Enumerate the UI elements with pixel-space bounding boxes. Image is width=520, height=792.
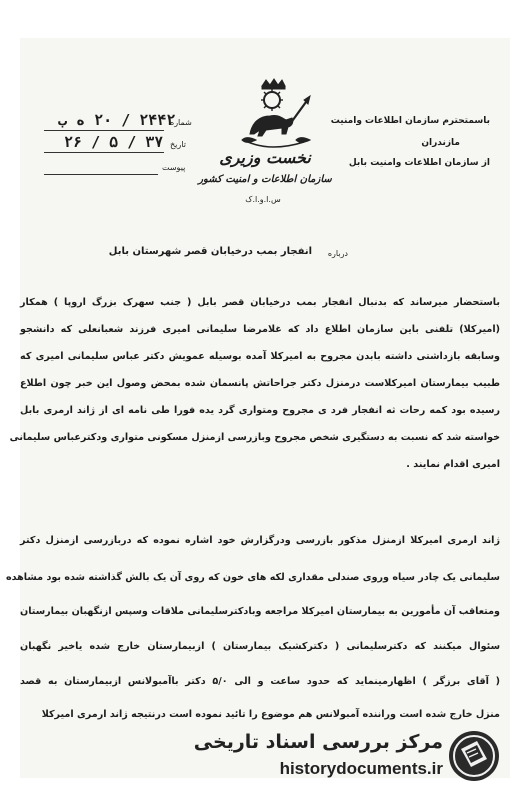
date-label: تاریخ <box>170 140 186 149</box>
body-line: ومتعاقب آن مأمورین به بیمارستان امیرکلا مراجعه وبادکترسلیمانی ملاقات وسپس ازنگهبان بیمارستان <box>20 606 500 617</box>
organization-code: س.ا.و.ا.ک <box>245 195 281 204</box>
body-line: ( آقای برزگر ) اظهارمینماید که حدود ساعت و الی ۵/۰ دکتر باآمبولانس ازبیمارستان به قصد <box>20 676 501 687</box>
archive-logo-icon <box>447 729 501 783</box>
watermark-title: مرکز بررسی اسناد تاریخی <box>193 731 443 753</box>
watermark-site: historydocuments.ir <box>279 759 443 778</box>
body-line: وسابقه بازداشتی داشته بابدن مجروح به امیرکلا آمده بوسیله عمویش دکتر عباس سلیمانی امیری که <box>20 351 500 362</box>
ministry-title: نخست وزیری <box>219 148 311 167</box>
body-line: (امیرکلا) تلفنی باین سازمان اطلاع داد که غلامرضا سلیمانی امیری فرزند شعبانعلی که دانشجو <box>20 324 500 335</box>
addressee-province: مازندران <box>421 138 460 148</box>
addressee-respected: باسمتحترم سازمان اطلاعات وامنیت <box>330 116 490 126</box>
body-line: منزل خارج شده است وراننده آمبولانس هم موضوع را تائید نموده است درنتیجه ژاند ارمری امیرکلا <box>41 709 500 720</box>
body-line: سلیمانی یک چادر سیاه وروی صندلی مقداری لکه های خون که روی آن یک بالش گذاشته شده بود مشاهده <box>5 572 500 583</box>
attachment-label: پیوست <box>162 163 186 172</box>
body-line: امیری اقدام نمایند . <box>406 459 500 470</box>
attachment-underline <box>44 174 158 175</box>
body-line: طبیب بیمارستان امیرکلاست درمنزل دکتر جراحاتش پانسمان شده بمحض وصول این خبر چون اطلاع <box>20 378 500 389</box>
lion-and-sun-emblem-icon <box>222 78 322 153</box>
body-line: سئوال میکنند که دکترسلیمانی ( دکترکشیک بیمارستان ) ازبیمارستان خارج شده یاخیر نگهبان <box>20 641 500 652</box>
body-line: خواسته شد که نسبت به دستگیری شخص مجروح وبازرسی ازمنزل مسکونی متواری ودکترعباس سلیمانی <box>9 432 500 443</box>
history-documents-watermark <box>193 725 505 787</box>
number-underline <box>44 130 164 131</box>
date-value: ۲۶ / ۵ / ۳۷ <box>64 133 164 151</box>
body-line: باستحضار میرساند که بدنبال انفجار بمب درخیابان قصر بابل ( جنب سهرک بزرگ اروپا ) همکار <box>20 297 500 308</box>
from-line: از سازمان اطلاعات وامنیت بابل <box>348 158 490 168</box>
subject-text: انفجار بمب درخیابان قصر شهرستان بابل <box>108 246 312 257</box>
number-label: شماره <box>170 118 192 127</box>
body-line: رسیده بود کمه رحات ثه انفجار فرد ی مجروح ومتواری گرد یده فورا طی نامه ای از ژاند ارمری بابل <box>20 405 500 416</box>
subject-label: درباره <box>327 249 348 258</box>
organization-name: سازمان اطلاعات و امنیت کشور <box>198 174 332 185</box>
number-value: ۲۴۴۲ / ۲۰ ه ب <box>58 111 176 129</box>
date-underline <box>44 152 164 153</box>
body-line: ژاند ارمری امیرکلا ازمنزل مذکور بازرسی ودرگزارش خود اشاره نموده که دربازرسی ازمنزل دکتر <box>20 535 500 546</box>
